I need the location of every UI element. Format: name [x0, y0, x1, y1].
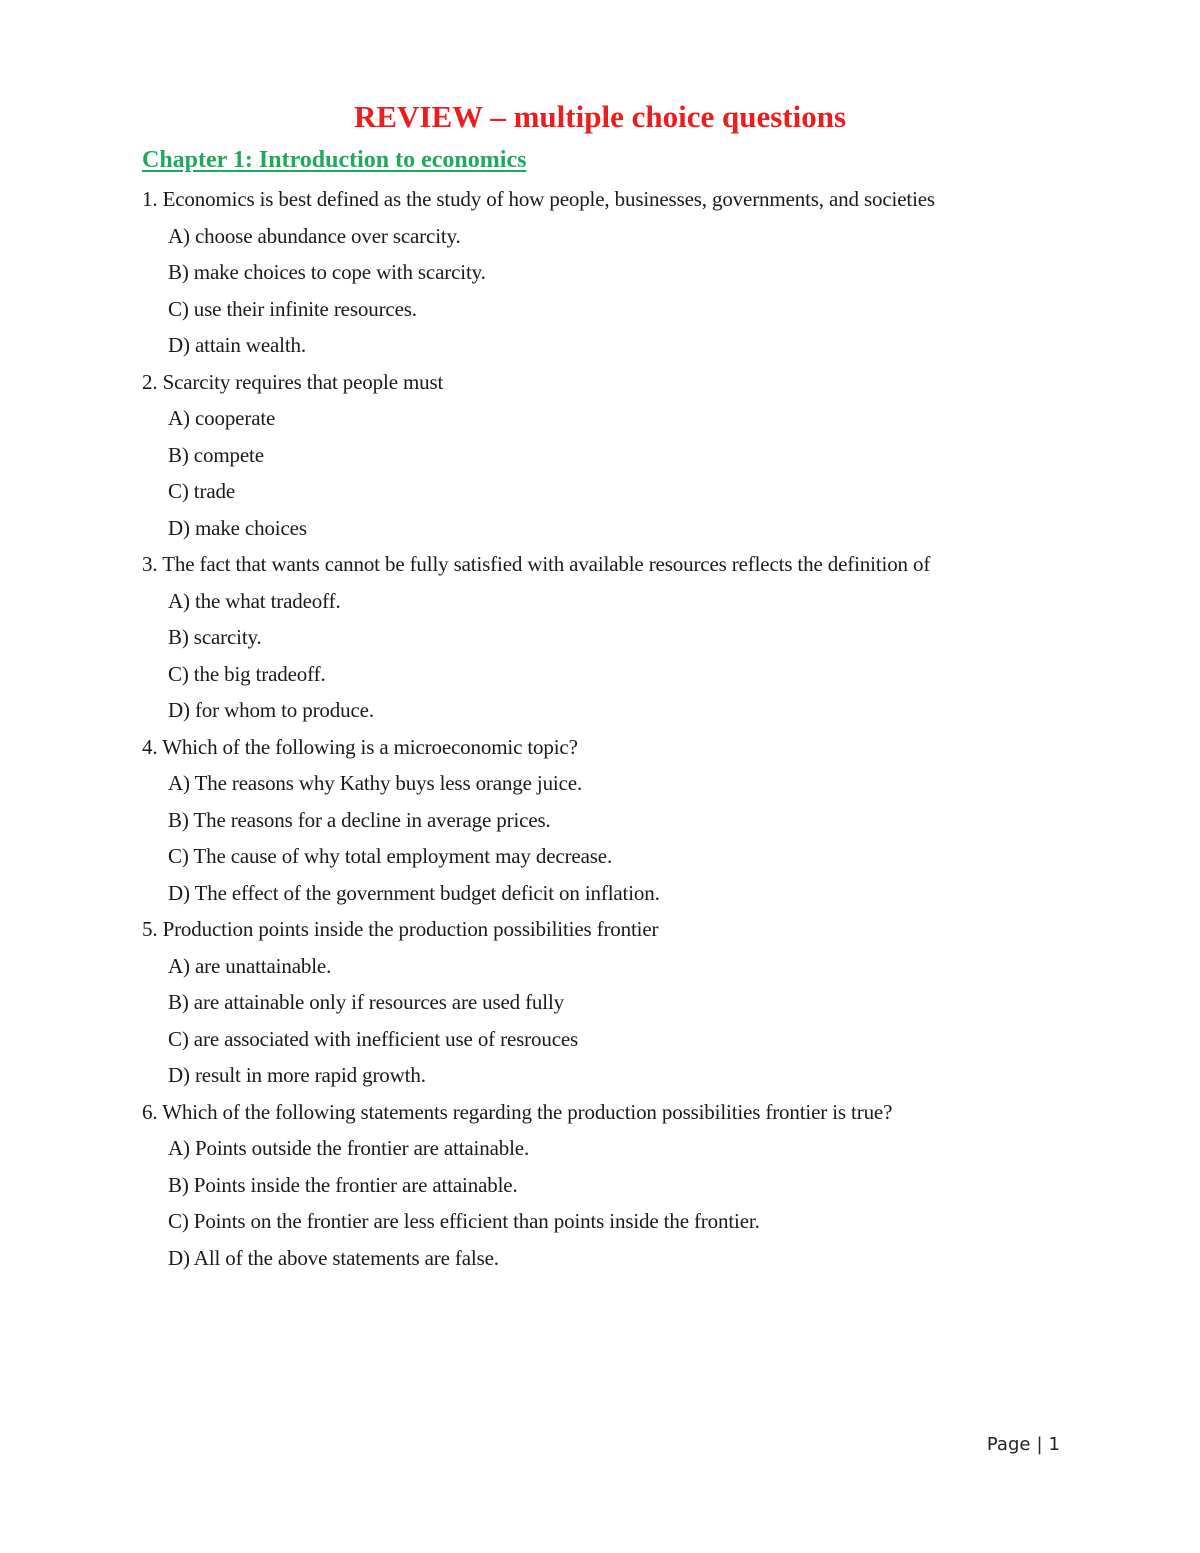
- question-number: 1.: [142, 187, 158, 211]
- question-6: [142, 1094, 1142, 1277]
- question-stem: [142, 911, 1142, 948]
- answer-option-b: B) make choices to cope with scarcity.: [168, 260, 486, 284]
- answer-option-c: C) use their infinite resources.: [168, 296, 417, 321]
- question-number: 5.: [142, 917, 158, 941]
- page-separator: |: [1036, 1434, 1043, 1455]
- answer-option-a: A) the what tradeoff.: [168, 588, 341, 613]
- question-stem: [142, 1094, 1142, 1131]
- page-footer: [987, 1431, 1060, 1459]
- answer-option-a: A) are unattainable.: [168, 953, 332, 978]
- question-text: Scarcity requires that people must: [162, 369, 444, 394]
- question-number: 4.: [142, 734, 158, 759]
- answer-option-a: A) Points outside the frontier are attainable.: [168, 1136, 530, 1160]
- question-list: [142, 181, 1142, 1276]
- question-4: [142, 729, 1142, 912]
- answer-option-d: D) make choices: [168, 515, 307, 540]
- answer-option-a: A) cooperate: [168, 406, 276, 430]
- chapter-heading: Chapter 1: Introduction to economics: [142, 147, 527, 173]
- answer-option-b: B) scarcity.: [168, 625, 262, 649]
- answer-option-c: C) The cause of why total employment may decrease.: [168, 844, 613, 868]
- question-text: The fact that wants cannot be fully satisfied with available resources reflects the definition of: [162, 552, 931, 576]
- answer-option-c: C) Points on the frontier are less efficient than points inside the frontier.: [168, 1209, 760, 1233]
- question-3: [142, 546, 1142, 729]
- answer-option-b: B) Points inside the frontier are attainable.: [168, 1172, 518, 1197]
- answer-option-c: C) the big tradeoff.: [168, 661, 326, 686]
- question-stem: [142, 546, 1142, 583]
- question-stem: [142, 729, 1142, 766]
- question-text: Production points inside the production possibilities frontier: [162, 917, 659, 941]
- question-number: 3.: [142, 552, 158, 576]
- answer-option-b: B) The reasons for a decline in average prices.: [168, 807, 551, 832]
- answer-option-d: D) result in more rapid growth.: [168, 1063, 426, 1087]
- answer-option-d: D) The effect of the government budget deficit on inflation.: [168, 880, 660, 905]
- page-number: 1: [1048, 1434, 1060, 1455]
- question-number: 2.: [142, 369, 158, 394]
- question-2: [142, 364, 1142, 547]
- question-5: [142, 911, 1142, 1094]
- answer-option-c: C) are associated with inefficient use of resrouces: [168, 1026, 579, 1051]
- answer-option-b: B) compete: [168, 442, 264, 467]
- question-stem: [142, 364, 1142, 401]
- answer-option-d: D) attain wealth.: [168, 333, 306, 357]
- answer-option-a: A) choose abundance over scarcity.: [168, 223, 461, 248]
- page-label: Page: [986, 1434, 1031, 1455]
- answer-option-d: D) All of the above statements are false.: [168, 1245, 499, 1270]
- document-title: REVIEW – multiple choice questions: [353, 99, 847, 134]
- answer-option-a: A) The reasons why Kathy buys less orange juice.: [168, 771, 583, 795]
- question-text: Which of the following is a microeconomic topic?: [162, 734, 578, 759]
- question-text: Economics is best defined as the study of how people, businesses, governments, and societies: [162, 187, 935, 211]
- question-stem: [142, 181, 1142, 218]
- answer-option-b: B) are attainable only if resources are used fully: [168, 990, 565, 1014]
- question-text: Which of the following statements regarding the production possibilities frontier is true?: [162, 1099, 893, 1124]
- question-1: [142, 181, 1142, 364]
- answer-option-d: D) for whom to produce.: [168, 698, 374, 722]
- answer-option-c: C) trade: [168, 479, 236, 503]
- question-number: 6.: [142, 1099, 158, 1124]
